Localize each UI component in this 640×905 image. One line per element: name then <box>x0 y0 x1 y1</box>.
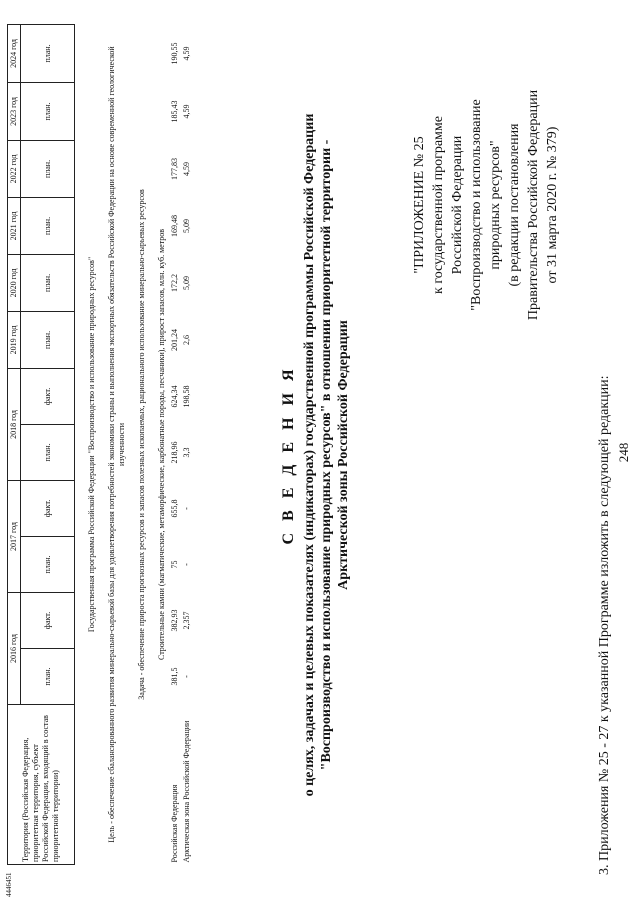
value-cell: 2,357 <box>182 611 191 630</box>
appendix-line: "Воспроизводство и использование <box>469 99 484 311</box>
value-cell: - <box>182 675 191 678</box>
title-line: о целях, задачах и целевых показателях (индикаторах) государственной программы Российской Федерации <box>302 113 317 797</box>
table-section-row <box>149 24 169 864</box>
year-header: 2016 год <box>8 592 21 704</box>
indicator-title: Строительные камни (магматические, метаморфические, карбонатные породы, песчаники), прирост запасов, млн. куб. метров <box>157 228 166 661</box>
page-number: 248 <box>616 442 631 463</box>
table-row <box>181 24 193 864</box>
value-cell: 5,09 <box>182 275 191 290</box>
year-header: 2020 год <box>8 254 21 311</box>
year-header: 2021 год <box>8 197 21 254</box>
table-section-row <box>129 24 149 864</box>
appendix-line: "ПРИЛОЖЕНИЕ № 25 <box>412 136 427 274</box>
value-cell: 382,93 <box>170 609 179 632</box>
value-cell: 75 <box>170 560 179 569</box>
year-header: 2018 год <box>8 368 21 480</box>
appendix-line: Правительства Российской Федерации <box>526 89 541 321</box>
indicators-table-container <box>7 25 193 865</box>
value-cell: 624,34 <box>170 385 179 408</box>
subheader-plan: план. <box>21 82 75 140</box>
appendix-line: природных ресурсов" <box>488 140 503 270</box>
value-cell: 2,6 <box>182 334 191 345</box>
value-cell: - <box>182 507 191 510</box>
value-cell: 4,59 <box>182 161 191 176</box>
value-cell: 655,8 <box>170 499 179 518</box>
table-section-row <box>75 24 100 864</box>
document-code: 4446451 <box>5 872 13 897</box>
territory-cell: Арктическая зона Российской Федерации <box>182 720 191 863</box>
goal-text: Цель - обеспечение сбалансированного развития минерально-сырьевой базы для удовлетворения потребностей экономики страны и выполнения экспортных обязательств Российской Федерации на основе современной геологической изученности <box>107 46 126 843</box>
table-row <box>169 24 181 864</box>
year-header: 2024 год <box>8 24 21 82</box>
value-cell: 4,59 <box>182 46 191 61</box>
value-cell: 185,43 <box>170 100 179 123</box>
table-section-row <box>99 24 129 864</box>
value-cell: - <box>182 563 191 566</box>
value-cell: 198,58 <box>182 385 191 408</box>
value-cell: 172,2 <box>170 273 179 292</box>
year-header: 2022 год <box>8 140 21 197</box>
appendix-line: Российской Федерации <box>450 135 465 275</box>
subheader-plan: план. <box>21 311 75 368</box>
subheader-plan: план. <box>21 536 75 592</box>
value-cell: 218,96 <box>170 441 179 464</box>
subheader-plan: план. <box>21 254 75 311</box>
appendix-line: (в редакции постановления <box>507 123 522 287</box>
territory-cell: Российская Федерация <box>170 784 179 863</box>
value-cell: 5,09 <box>182 218 191 233</box>
subheader-plan: план. <box>21 197 75 254</box>
subheader-fact: факт. <box>21 368 75 424</box>
year-header: 2019 год <box>8 311 21 368</box>
subheader-plan: план. <box>21 24 75 82</box>
year-header: 2017 год <box>8 480 21 592</box>
value-cell: 169,48 <box>170 214 179 237</box>
value-cell: 190,55 <box>170 42 179 65</box>
territory-header: Территория (Российская Федерация, приоритетная территория, субъект Российской Федерации, входящий в состав приоритетной территории) <box>8 705 75 865</box>
appendix-line: к государственной программе <box>431 116 446 294</box>
value-cell: 177,83 <box>170 157 179 180</box>
title-line: "Воспроизводство и использование природных ресурсов" в отношении приоритетной территории - <box>319 139 334 771</box>
value-cell: 201,24 <box>170 328 179 351</box>
value-cell: 4,59 <box>182 104 191 119</box>
subheader-fact: факт. <box>21 480 75 536</box>
title-line: Арктической зоны Российской Федерации <box>336 320 351 590</box>
intro-paragraph: 3. Приложения № 25 - 27 к указанной Программе изложить в следующей редакции: <box>597 375 612 875</box>
year-header: 2023 год <box>8 82 21 140</box>
document-title <box>280 25 352 885</box>
appendix-header <box>410 5 562 405</box>
task-text: Задача - обеспечение прироста прогнозных ресурсов и запасов полезных ископаемых, рационального использование минерально-сырьевых ресурсов <box>137 189 146 700</box>
indicators-table <box>7 24 193 865</box>
subheader-plan: план. <box>21 649 75 705</box>
value-cell: 381,5 <box>170 667 179 686</box>
subheader-plan: план. <box>21 140 75 197</box>
subheader-plan: план. <box>21 424 75 480</box>
subheader-fact: факт. <box>21 592 75 648</box>
value-cell: 3,3 <box>182 447 191 458</box>
appendix-line: от 31 марта 2020 г. № 379) <box>545 126 560 284</box>
program-title: Государственная программа Российской Федерации "Воспроизводство и использование природных ресурсов" <box>87 256 96 633</box>
title-heading: С В Е Д Е Н И Я <box>280 365 297 545</box>
